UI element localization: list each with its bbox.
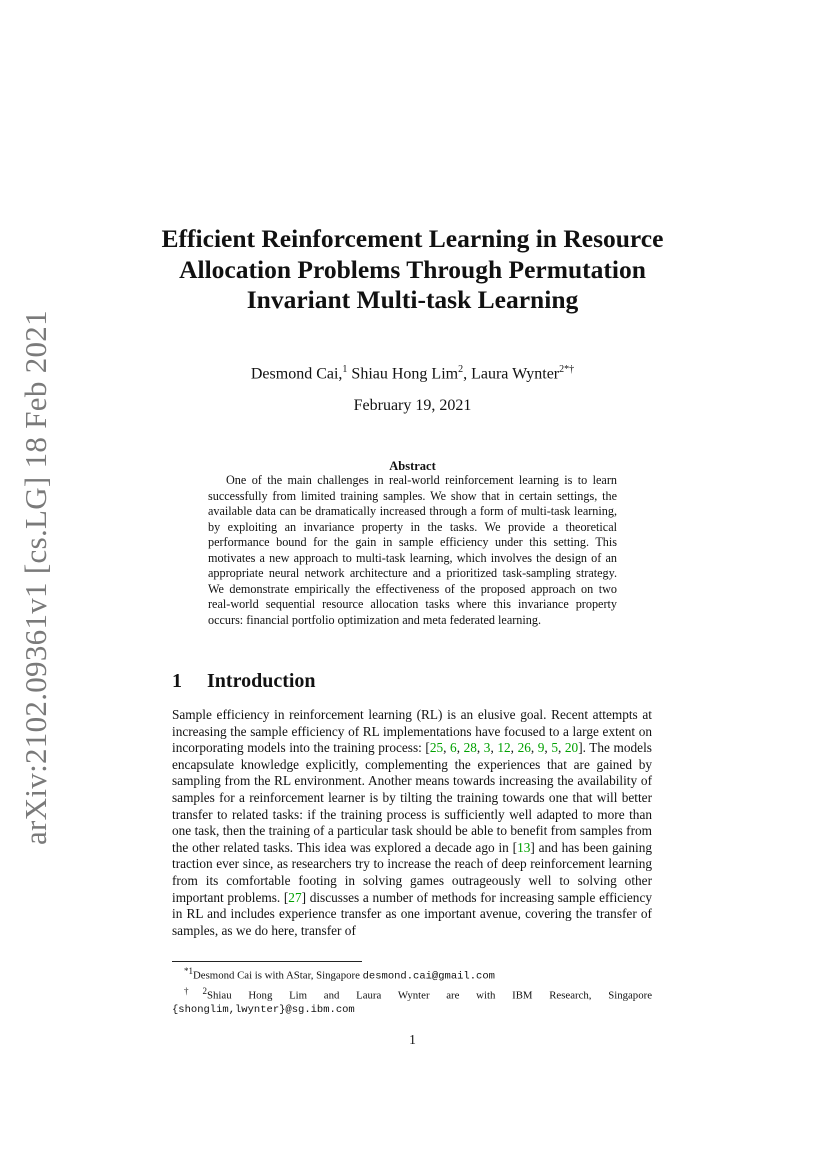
footnotes — [172, 964, 652, 1017]
paragraph-text: ] and has been gaining traction ever since, as researchers try to increase the reach of deep reinforcement learning from its comfortable footing in solving games outrageously well to solving other important problems. [ — [172, 839, 652, 905]
footnote-mark: *1 — [184, 966, 193, 976]
paper-title: Efficient Reinforcement Learning in Resource Allocation Problems Through Permutation Invariant Multi-task Learning — [161, 224, 664, 314]
footnote-email: desmond.cai@gmail.com — [362, 970, 495, 983]
abstract-heading: Abstract — [389, 459, 436, 473]
author-name: Shiau Hong Lim — [351, 365, 459, 383]
citation-link[interactable]: 28 — [463, 740, 477, 756]
paragraph-text: , — [510, 740, 518, 756]
footnote-text: Shiau Hong Lim and Laura Wynter are with IBM Research, Singapore — [207, 989, 652, 1002]
author-separator: , — [463, 365, 472, 383]
citation-link[interactable]: 3 — [483, 740, 491, 756]
arxiv-identifier-stamp: arXiv:2102.09361v1 [cs.LG] 18 Feb 2021 — [18, 310, 53, 845]
citation-link[interactable]: 20 — [564, 740, 579, 756]
page-number: 1 — [409, 1032, 416, 1047]
paragraph-text: , — [557, 740, 565, 756]
paragraph-text: ]. The models encapsulate knowledge explicitly, complementing the experiences that are gained by sampling from the RL environment. Another means towards increasing the availability of samples for a reinforcement learner is by tilting the training towards one that will better transfer to related tasks: if the training process is sufficiently well adapted to more than one task, then the training of a particular task should be able to benefit from samples from the other related tasks. This idea was explored a decade ago in [ — [172, 740, 652, 855]
footnote-1 — [172, 964, 652, 984]
paragraph-text: , — [443, 740, 451, 756]
citation-link[interactable]: 5 — [551, 740, 558, 756]
footnote-mark: †2 — [184, 985, 208, 996]
footnote-text: Desmond Cai is with AStar, Singapore — [193, 969, 363, 982]
section-heading — [172, 670, 316, 693]
citation-link[interactable]: 13 — [517, 839, 531, 855]
citation-link[interactable]: 12 — [497, 740, 511, 756]
footnote-2 — [172, 984, 652, 1018]
section-number: 1 — [172, 670, 182, 692]
citation-link[interactable]: 6 — [450, 740, 457, 756]
citation-link[interactable]: 27 — [288, 889, 302, 905]
author-list — [150, 364, 675, 383]
author-affiliation-mark: 1 — [342, 364, 348, 375]
publication-date: February 19, 2021 — [353, 397, 472, 414]
footnote-divider — [172, 961, 362, 962]
author-affiliation-mark: 2*† — [559, 364, 575, 375]
citation-link[interactable]: 9 — [537, 740, 545, 756]
paragraph-text: Sample efficiency in reinforcement learning (RL) is an elusive goal. Recent attempts at increasing the sample efficiency of RL implementations have focused to a large extent on incorporating models into the training process: [ — [172, 707, 652, 756]
author-name: Desmond Cai, — [250, 365, 343, 383]
abstract-text: One of the main challenges in real-world reinforcement learning is to learn successfully from limited training samples. We show that in certain settings, the available data can be dramatically increased through a form of multi-task learning, by exploiting an invariance property in the tasks. We provide a theoretical performance bound for the gain in sample efficiency under this setting. This motivates a new approach to multi-task learning, which involves the design of an appropriate neural network architecture and a prioritized task-sampling strategy. We demonstrate empirically the effectiveness of the proposed approach on two real-world sequential resource allocation tasks where this invariance property occurs: financial portfolio optimization and meta federated learning. — [208, 473, 617, 627]
paragraph-text: , — [544, 740, 552, 756]
citation-link[interactable]: 25 — [429, 740, 444, 756]
paragraph-text: , — [456, 740, 464, 756]
introduction-paragraph — [172, 707, 652, 939]
paragraph-text: ] discusses a number of methods for increasing sample efficiency in RL and includes experience transfer as one important avenue, covering the transfer of samples, as we do here, transfer of — [172, 889, 652, 938]
footnote-email: {shonglim,lwynter}@sg.ibm.com — [172, 1004, 355, 1017]
author-affiliation-mark: 2 — [458, 364, 464, 375]
section-title: Introduction — [207, 670, 316, 692]
paragraph-text: , — [530, 740, 538, 756]
paragraph-text: , — [476, 740, 484, 756]
citation-link[interactable]: 26 — [517, 740, 531, 756]
author-name: Laura Wynter — [471, 365, 560, 383]
paragraph-text: , — [490, 740, 498, 756]
